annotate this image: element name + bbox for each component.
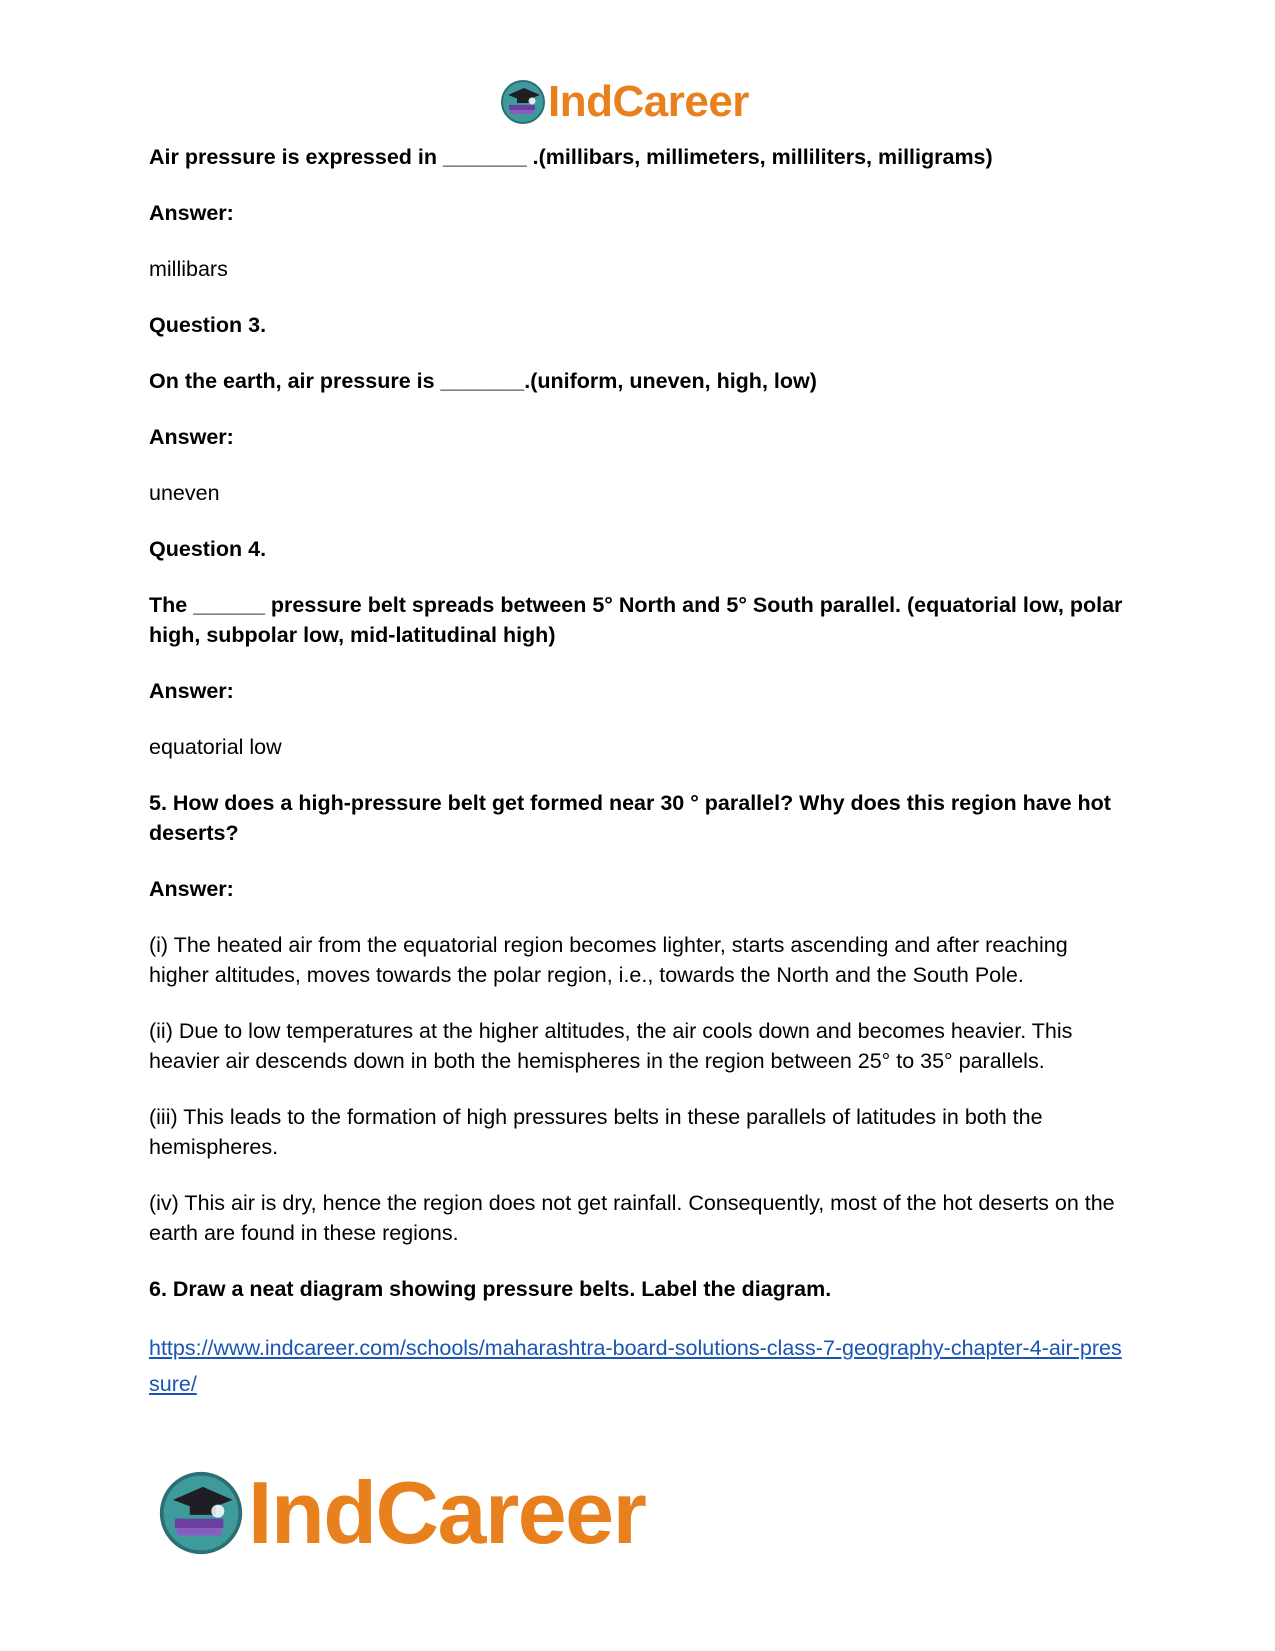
question-text-4: The ______ pressure belt spreads between 5° North and 5° South parallel. (equatorial low, polar high, subpolar low, mid-latitudinal high) [149,593,1123,647]
footer-logo [158,1463,646,1562]
answer-point-iv: (iv) This air is dry, hence the region does not get rainfall. Consequently, most of the hot deserts on the earth are found in these regions. [149,1191,1115,1245]
answer-label: Answer: [149,425,234,449]
document-body [149,142,1129,1402]
answer-text: millibars [149,257,228,281]
answer-label: Answer: [149,877,234,901]
answer-point-i: (i) The heated air from the equatorial region becomes lighter, starts ascending and after reaching higher altitudes, moves towards the polar region, i.e., towards the North and the South Pole. [149,933,1068,987]
question-number-3: Question 3. [149,313,267,337]
answer-text: equatorial low [149,735,282,759]
brand-wordmark: IndCareer [248,1463,646,1562]
brand-wordmark: IndCareer [548,77,749,126]
question-6: 6. Draw a neat diagram showing pressure belts. Label the diagram. [149,1277,832,1301]
answer-text: uneven [149,481,220,505]
answer-point-iii: (iii) This leads to the formation of high pressures belts in these parallels of latitudes in both the hemispheres. [149,1105,1043,1159]
question-number-4: Question 4. [149,537,267,561]
question-text-3: On the earth, air pressure is _______.(uniform, uneven, high, low) [149,369,817,393]
question-5: 5. How does a high-pressure belt get formed near 30 ° parallel? Why does this region have hot deserts? [149,791,1111,845]
answer-point-ii: (ii) Due to low temperatures at the higher altitudes, the air cools down and becomes heavier. This heavier air descends down in both the hemispheres in the region between 25° to 35° parallels. [149,1019,1073,1073]
answer-label: Answer: [149,679,234,703]
header-logo [500,78,749,126]
answer-label: Answer: [149,201,234,225]
graduation-globe-icon [158,1470,244,1556]
question-fill-blank-air-pressure: Air pressure is expressed in _______ .(millibars, millimeters, milliliters, milligrams) [149,145,993,169]
graduation-globe-icon [500,79,546,125]
source-link[interactable]: https://www.indcareer.com/schools/maharashtra-board-solutions-class-7-geography-chapter-4-air-pressure/ [149,1336,1122,1396]
